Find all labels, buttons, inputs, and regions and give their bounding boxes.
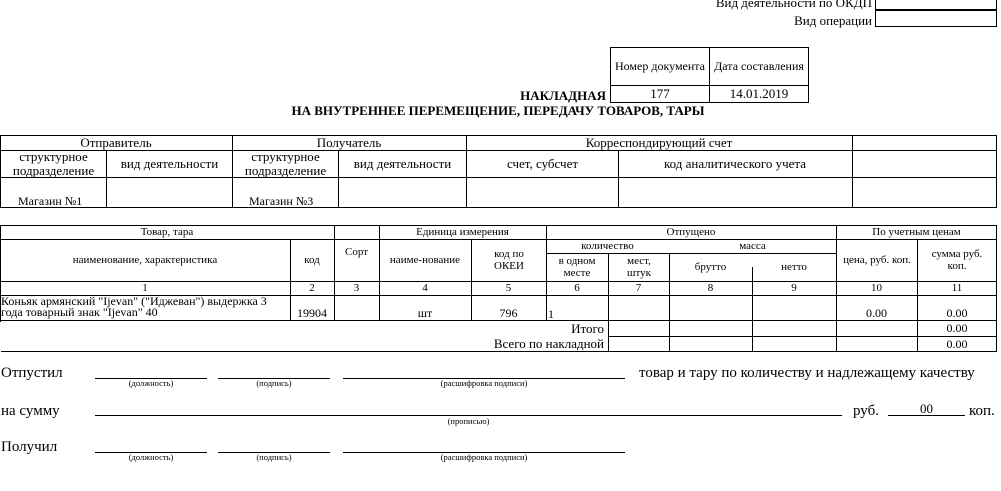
total-sum: 0.00 <box>946 321 968 336</box>
sender-struct-unit-label: структурное подразделение <box>12 149 95 178</box>
quantity-header: количество <box>581 239 634 252</box>
released-by-label: Отпустил <box>1 365 63 381</box>
gross-header: брутто <box>694 260 727 273</box>
col-number: 8 <box>707 281 714 294</box>
grand-total-label: Всего по накладной <box>493 336 604 351</box>
in-one-place-header: в одном месте <box>558 254 596 279</box>
sender-unit-value[interactable]: Магазин №1 <box>18 194 83 208</box>
released-position-hint: (должность) <box>128 378 174 388</box>
doc-date-value[interactable]: 14.01.2019 <box>729 85 789 101</box>
kop-value[interactable]: 00 <box>920 401 933 416</box>
code-header: код <box>304 253 320 266</box>
item-in-one-place[interactable]: 1 <box>548 307 554 321</box>
doc-date-label: Дата составления <box>714 59 804 74</box>
item-code[interactable]: 19904 <box>297 305 327 320</box>
received-position-hint: (должность) <box>128 452 174 462</box>
okdp-field[interactable] <box>875 0 997 10</box>
sort-header: Сорт <box>345 246 368 259</box>
title-line2: НА ВНУТРЕННЕЕ ПЕРЕМЕЩЕНИЕ, ПЕРЕДАЧУ ТОВАРОВ, ТАРЫ <box>291 103 705 118</box>
on-sum-label: на сумму <box>1 403 60 419</box>
released-header: Отпущено <box>666 225 716 238</box>
kop-label: коп. <box>969 403 995 419</box>
unit-name-header: наиме-нование <box>389 253 461 266</box>
item-name[interactable]: Коньяк армянский "Ijevan" ("Иджеван") выдержка 3 года товарный знак "Ijevan" 40 <box>1 296 267 319</box>
col-number: 6 <box>574 281 580 294</box>
sum-header: сумма руб. коп. <box>931 247 983 272</box>
doc-number-label: Номер документа <box>614 59 706 74</box>
received-by-label: Получил <box>1 439 58 455</box>
receiver-activity-label: вид деятельности <box>353 156 452 172</box>
operation-type-label: Вид операции <box>794 13 872 28</box>
col-number: 3 <box>353 281 360 294</box>
unit-measure-header: Единица измерения <box>416 225 509 238</box>
released-signature-hint: (подпись) <box>256 378 292 388</box>
mass-header: масса <box>739 239 766 252</box>
col-number: 1 <box>142 281 148 294</box>
col-number: 2 <box>309 281 315 294</box>
receiver-struct-unit-label: структурное подразделение <box>244 149 327 178</box>
okdp-label: Вид деятельности по ОКДП <box>715 0 872 10</box>
places-pcs-header: мест, штук <box>627 254 651 279</box>
by-prices-header: По учетным ценам <box>872 225 961 238</box>
item-price[interactable]: 0.00 <box>866 305 887 320</box>
sender-header: Отправитель <box>80 134 152 150</box>
total-label: Итого <box>571 321 604 336</box>
doc-number-value[interactable]: 177 <box>650 85 670 101</box>
item-unit[interactable]: шт <box>417 305 433 320</box>
col-number: 11 <box>951 281 963 294</box>
goods-tara-header: Товар, тара <box>140 225 194 238</box>
rub-label: руб. <box>853 403 879 419</box>
title-line1: НАКЛАДНАЯ <box>520 88 606 103</box>
name-char-header: наименование, характеристика <box>72 253 218 266</box>
okei-code-header: код по ОКЕИ <box>494 247 524 272</box>
price-header: цена, руб. коп. <box>843 253 911 266</box>
released-decoding-hint: (расшифровка подписи) <box>440 378 528 388</box>
received-decoding-hint: (расшифровка подписи) <box>440 452 528 462</box>
col-number: 9 <box>791 281 797 294</box>
sum-in-words-hint: (прописью) <box>447 416 490 426</box>
subaccount-label: счет, субсчет <box>506 156 579 172</box>
receiver-unit-value[interactable]: Магазин №3 <box>249 194 314 208</box>
analytic-code-label: код аналитического учета <box>663 156 807 172</box>
net-header: нетто <box>781 260 807 273</box>
col-number: 7 <box>635 281 642 294</box>
grand-total-sum: 0.00 <box>946 336 968 351</box>
item-okei[interactable]: 796 <box>499 305 518 320</box>
col-number: 5 <box>505 281 512 294</box>
col-number: 10 <box>871 281 882 294</box>
col-number: 4 <box>422 281 428 294</box>
operation-type-field[interactable] <box>875 10 997 27</box>
goods-quality-text: товар и тару по количеству и надлежащему качеству <box>639 365 975 381</box>
item-sum[interactable]: 0.00 <box>946 305 968 320</box>
account-header: Корреспондирующий счет <box>585 134 733 150</box>
received-signature-hint: (подпись) <box>256 452 292 462</box>
sender-activity-label: вид деятельности <box>120 156 219 172</box>
receiver-header: Получатель <box>316 134 382 150</box>
